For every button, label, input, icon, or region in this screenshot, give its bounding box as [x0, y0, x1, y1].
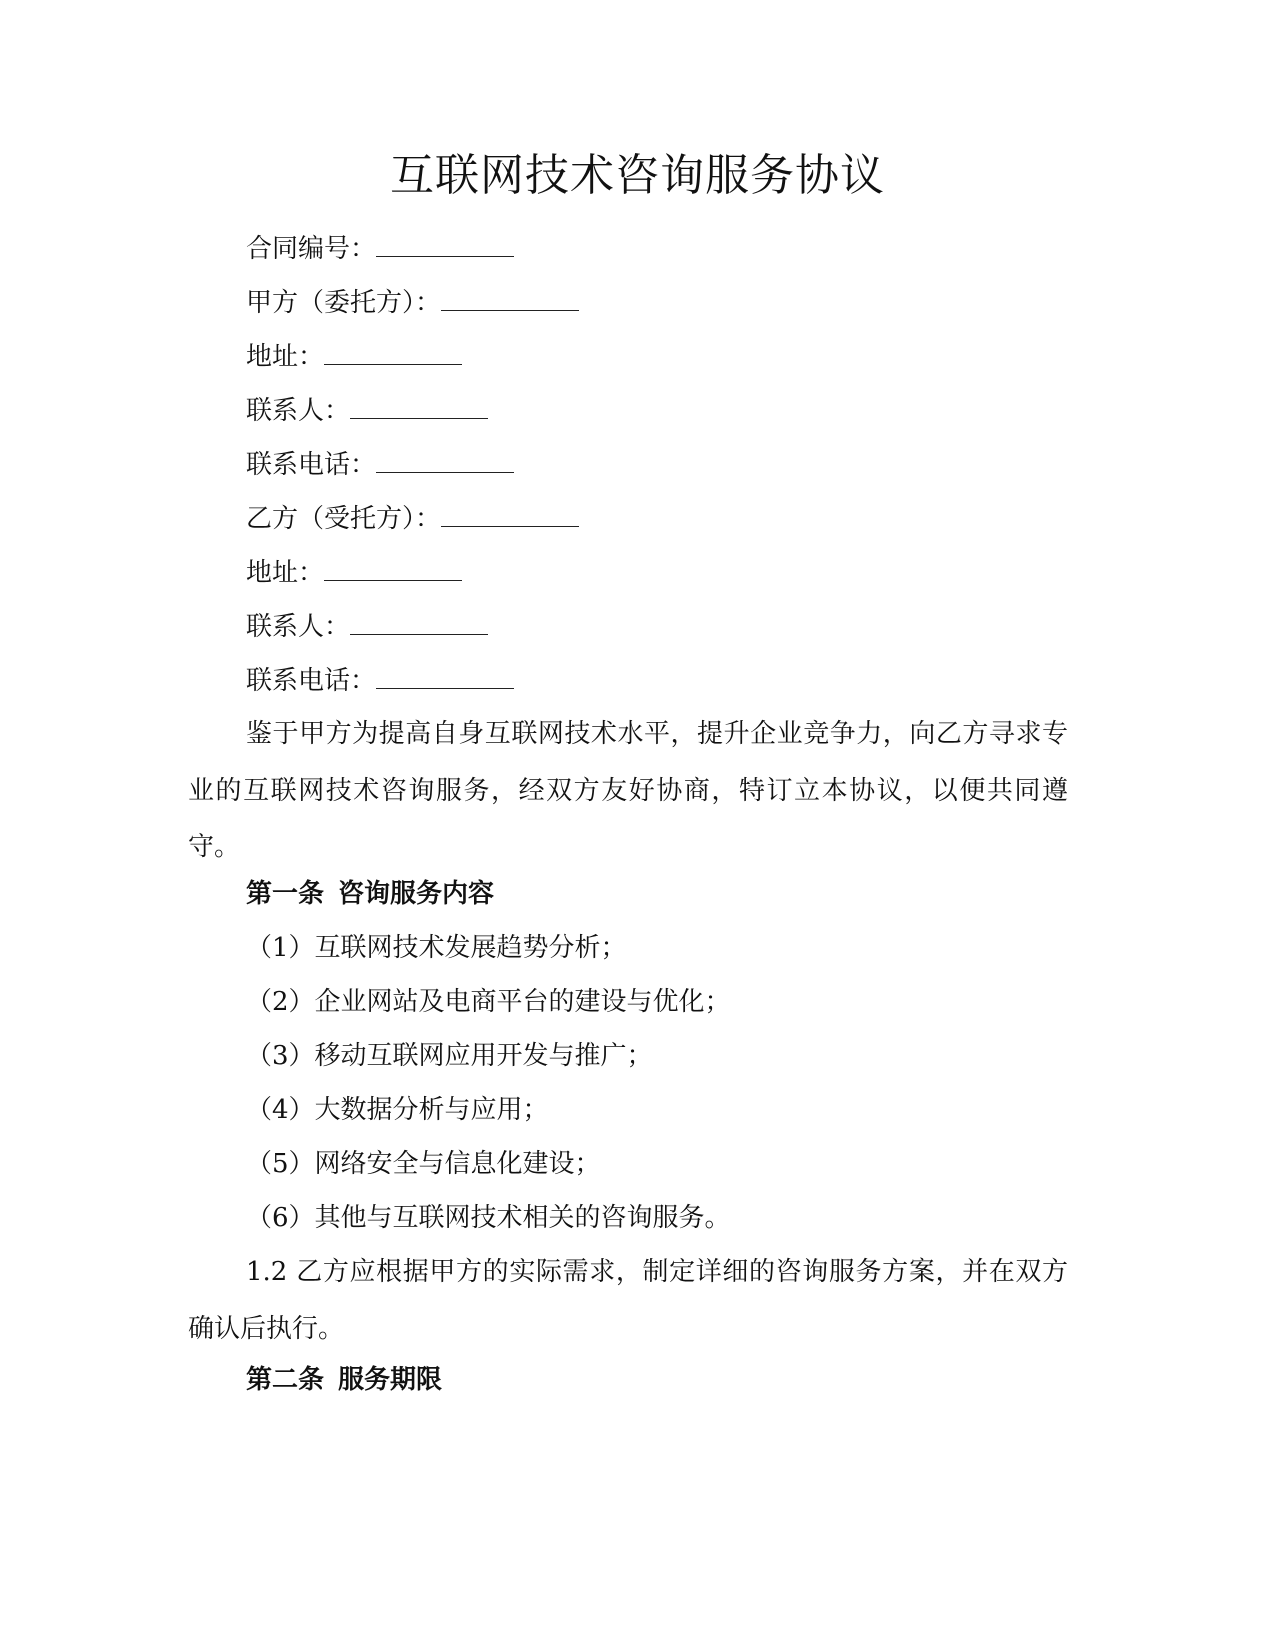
preamble-paragraph: 鉴于甲方为提高自身互联网技术水平，提升企业竞争力，向乙方寻求专业的互联网技术咨询服务，经双方友好协商，特订立本协议，以便共同遵守。	[188, 719, 1068, 862]
list-item: （6）其他与互联网技术相关的咨询服务。	[246, 1203, 731, 1233]
list-item: （2）企业网站及电商平台的建设与优化；	[246, 987, 731, 1017]
party-b-contact-blank[interactable]	[350, 608, 488, 635]
article-1-number: 第一条	[246, 879, 325, 909]
article-1-title: 咨询服务内容	[338, 879, 495, 909]
party-a-address-field	[246, 338, 462, 375]
party-b-contact-field	[246, 608, 488, 645]
article-1-heading	[246, 876, 494, 912]
party-a-label: 甲方（委托方）：	[246, 288, 442, 318]
party-b-blank[interactable]	[441, 500, 579, 527]
party-a-phone-field	[246, 446, 514, 483]
document-title: 互联网技术咨询服务协议	[390, 150, 885, 201]
party-a-blank[interactable]	[441, 284, 579, 311]
contract-number-blank[interactable]	[376, 230, 514, 257]
party-b-phone-blank[interactable]	[376, 662, 514, 689]
party-a-contact-label: 联系人：	[246, 396, 351, 426]
list-item: （5）网络安全与信息化建设；	[246, 1149, 601, 1179]
party-a-address-blank[interactable]	[324, 338, 462, 365]
party-a-phone-blank[interactable]	[376, 446, 514, 473]
party-b-contact-label: 联系人：	[246, 612, 351, 642]
contract-number-label: 合同编号：	[246, 234, 377, 264]
party-b-phone-label: 联系电话：	[246, 666, 377, 696]
contract-number-field	[246, 230, 514, 267]
party-b-field	[246, 500, 579, 537]
party-b-label: 乙方（受托方）：	[246, 504, 442, 534]
party-a-address-label: 地址：	[246, 342, 325, 372]
party-b-address-blank[interactable]	[324, 554, 462, 581]
clause-1-2-paragraph: 1.2 乙方应根据甲方的实际需求，制定详细的咨询服务方案，并在双方确认后执行。	[188, 1257, 1068, 1344]
party-b-phone-field	[246, 662, 514, 699]
party-a-contact-field	[246, 392, 488, 429]
party-b-address-label: 地址：	[246, 558, 325, 588]
article-2-number: 第二条	[246, 1365, 325, 1395]
party-b-address-field	[246, 554, 462, 591]
list-item: （4）大数据分析与应用；	[246, 1095, 549, 1125]
list-item: （1）互联网技术发展趋势分析；	[246, 933, 627, 963]
list-item: （3）移动互联网应用开发与推广；	[246, 1041, 653, 1071]
party-a-field	[246, 284, 579, 321]
party-a-phone-label: 联系电话：	[246, 450, 377, 480]
article-2-title: 服务期限	[338, 1365, 443, 1395]
article-2-heading	[246, 1362, 442, 1398]
party-a-contact-blank[interactable]	[350, 392, 488, 419]
